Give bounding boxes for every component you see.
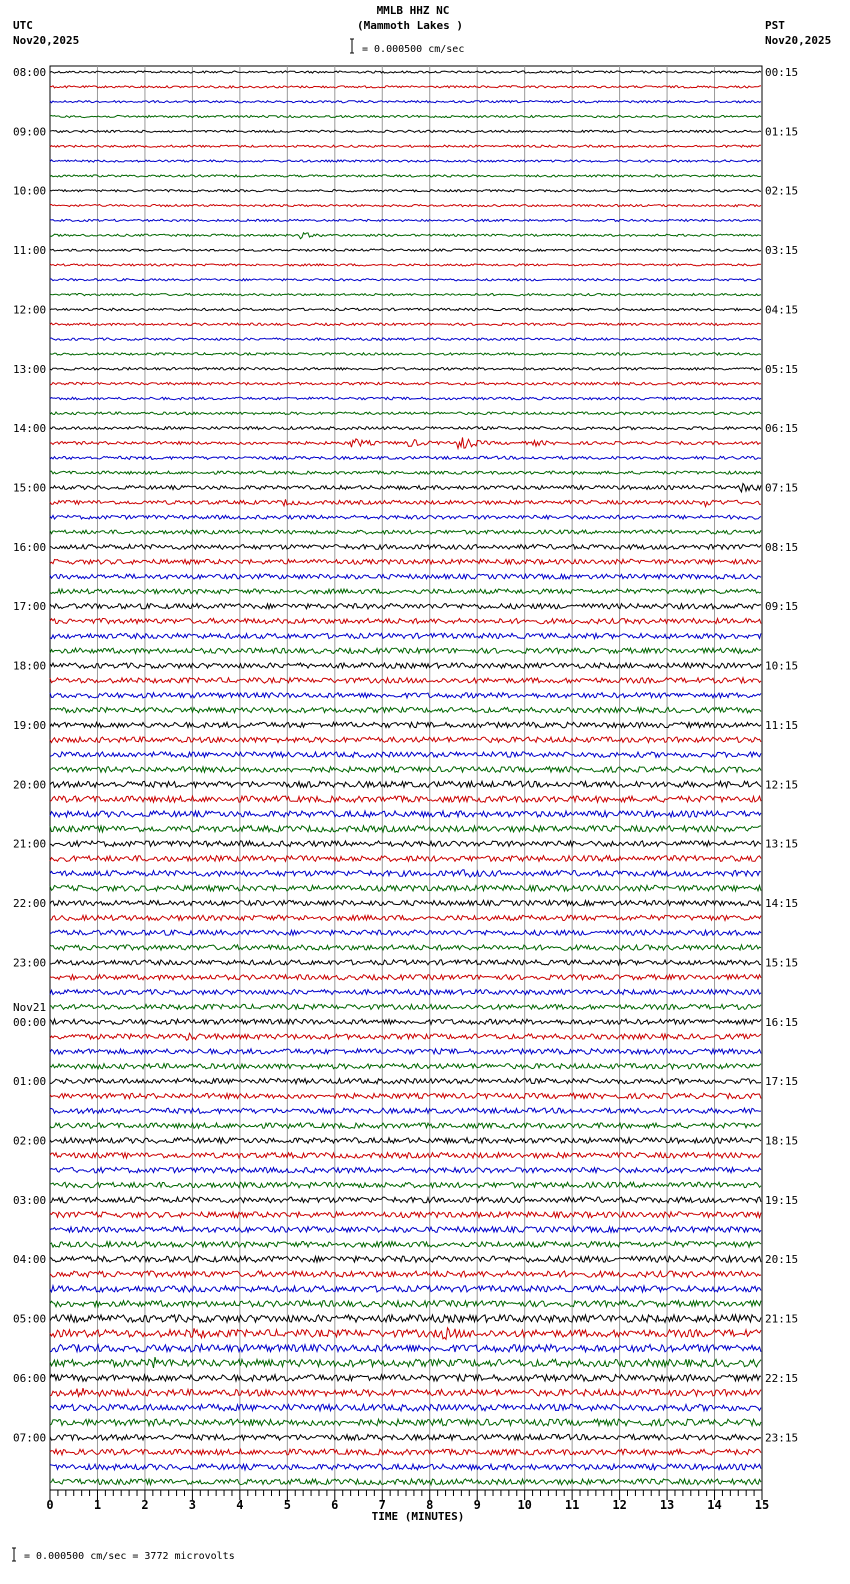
trace [50,1212,761,1218]
trace [50,870,761,877]
trace [50,233,761,239]
trace [50,484,761,492]
trace [50,1182,761,1187]
trace [50,781,761,787]
pst-hour-label: 09:15 [765,600,799,614]
trace [50,915,761,920]
trace [50,796,761,802]
trace [50,1079,761,1084]
date-change-label: Nov21 [13,1000,47,1014]
trace [50,619,761,624]
trace [50,990,761,995]
trace [50,1004,761,1009]
trace [50,1328,761,1340]
location-title: (Mammoth Lakes ) [357,19,463,32]
pst-hour-label: 19:15 [765,1193,799,1207]
trace [50,499,761,506]
trace [50,115,761,117]
trace [50,205,761,207]
scale-bar-icon [350,39,354,53]
pst-hour-label: 22:15 [765,1371,799,1385]
trace [50,678,761,683]
trace [50,456,761,459]
right-timezone: PST [765,19,785,32]
x-tick-label: 2 [141,1498,149,1512]
x-tick-label: 14 [707,1498,722,1512]
x-tick-label: 11 [564,1498,580,1512]
trace [50,219,761,221]
trace [50,438,761,449]
trace [50,175,761,177]
utc-hour-label: 04:00 [13,1253,47,1267]
trace [50,279,761,281]
trace [50,589,761,594]
trace [50,382,761,385]
trace [50,471,761,474]
trace [50,752,761,758]
x-tick-label: 8 [426,1498,434,1512]
utc-hour-label: 15:00 [13,481,47,495]
x-tick-label: 1 [93,1498,102,1512]
trace [50,900,761,905]
pst-hour-label: 14:15 [765,897,799,911]
utc-hour-label: 17:00 [13,600,47,614]
trace [50,1242,761,1248]
trace [50,145,761,147]
trace [50,353,761,355]
trace [50,249,761,251]
x-tick-label: 5 [283,1498,291,1512]
trace [50,338,761,340]
utc-hour-label: 08:00 [13,66,47,79]
trace [50,545,761,550]
trace [50,559,761,564]
trace [50,101,761,103]
trace [50,294,761,296]
trace [50,1464,761,1470]
pst-hour-label: 12:15 [765,778,799,792]
trace [50,515,761,519]
trace [50,130,761,132]
pst-hour-label: 03:15 [765,244,799,258]
pst-hour-label: 08:15 [765,540,799,554]
trace [50,412,761,415]
pst-hour-label: 10:15 [765,659,799,673]
x-tick-label: 4 [236,1498,244,1512]
trace [50,1286,761,1292]
trace [50,1153,761,1159]
utc-hour-label: 21:00 [13,837,47,851]
utc-hour-label: 01:00 [13,1075,47,1089]
trace [50,1388,761,1396]
x-tick-label: 15 [754,1498,770,1512]
trace [50,1345,761,1353]
footer-scale-label: = 0.000500 cm/sec = 3772 microvolts [24,1551,235,1562]
trace [50,1449,761,1455]
trace [50,323,761,325]
utc-hour-label: 02:00 [13,1134,47,1148]
trace [50,811,761,817]
utc-hour-label: 09:00 [13,125,47,139]
trace [50,1271,761,1277]
trace [50,1404,761,1411]
trace [50,1227,761,1233]
trace [50,856,761,862]
x-tick-label: 12 [612,1498,627,1512]
trace [50,1108,761,1113]
trace [50,648,761,653]
utc-hour-label: 18:00 [13,659,47,673]
trace [50,1256,761,1262]
trace [50,1315,761,1323]
utc-hour-label: 16:00 [13,540,47,554]
station-title: MMLB HHZ NC [376,4,450,17]
x-tick-label: 0 [46,1498,54,1512]
trace [50,1479,761,1485]
pst-hour-label: 00:15 [765,66,799,79]
x-tick-label: 3 [188,1498,197,1512]
left-timezone: UTC [13,19,33,32]
utc-hour-label: 00:00 [13,1015,47,1029]
trace [50,885,761,891]
right-date: Nov20,2025 [765,34,832,47]
trace [50,633,761,638]
trace [50,1049,761,1054]
traces [50,71,761,1485]
pst-hour-label: 01:15 [765,125,799,139]
trace [50,708,761,713]
x-tick-label: 13 [659,1498,675,1512]
x-axis [46,1490,769,1512]
utc-hour-label: 22:00 [13,897,47,911]
trace [50,397,761,400]
trace [50,160,761,162]
trace [50,1064,761,1069]
x-axis-label: TIME (MINUTES) [371,1510,465,1523]
pst-hour-label: 13:15 [765,837,799,851]
trace [50,767,761,773]
trace [50,663,761,668]
left-date: Nov20,2025 [13,34,80,47]
pst-hour-label: 20:15 [765,1253,799,1267]
trace [50,722,761,728]
pst-hour-label: 16:15 [765,1015,799,1029]
pst-hour-label: 15:15 [765,956,799,970]
trace [50,308,761,310]
utc-hour-label: 20:00 [13,778,47,792]
x-tick-label: 7 [378,1498,386,1512]
pst-hour-label: 21:15 [765,1312,799,1326]
trace [50,826,761,832]
scale-label: = 0.000500 cm/sec [362,44,465,55]
trace [50,1093,761,1098]
trace [50,930,761,935]
utc-hour-label: 10:00 [13,184,47,198]
trace [50,1419,761,1426]
pst-hour-label: 17:15 [765,1075,799,1089]
trace [50,1197,761,1203]
utc-hour-label: 11:00 [13,244,47,258]
trace [50,530,761,534]
pst-hour-label: 04:15 [765,303,799,317]
trace [50,1019,761,1024]
pst-hour-label: 05:15 [765,362,799,376]
trace [50,574,761,579]
trace [50,1434,761,1440]
x-tick-label: 10 [517,1498,532,1512]
trace [50,86,761,88]
trace [50,264,761,266]
utc-hour-label: 06:00 [13,1371,47,1385]
utc-hour-label: 12:00 [13,303,47,317]
trace [50,841,761,847]
trace [50,693,761,698]
trace [50,975,761,980]
pst-hour-label: 18:15 [765,1134,799,1148]
utc-hour-label: 23:00 [13,956,47,970]
trace [50,427,761,430]
x-tick-label: 6 [331,1498,339,1512]
trace [50,1357,761,1368]
trace [50,737,761,742]
utc-hour-label: 19:00 [13,718,47,732]
x-tick-label: 9 [473,1498,481,1512]
utc-hour-label: 13:00 [13,362,47,376]
utc-hour-label: 14:00 [13,422,47,436]
trace [50,190,761,192]
trace [50,1138,761,1143]
utc-hour-label: 03:00 [13,1193,47,1207]
utc-hour-label: 07:00 [13,1431,47,1445]
pst-hour-label: 11:15 [765,718,799,732]
pst-hour-label: 06:15 [765,422,799,436]
trace [50,1167,761,1173]
trace [50,1375,761,1382]
trace [50,945,761,950]
footer-scale-bar-icon [12,1548,16,1561]
trace [50,1033,761,1040]
trace [50,368,761,371]
pst-hour-label: 07:15 [765,481,799,495]
pst-hour-label: 23:15 [765,1431,799,1445]
trace [50,960,761,965]
trace [50,1123,761,1128]
trace [50,1301,761,1307]
trace [50,604,761,609]
trace [50,71,761,73]
pst-hour-label: 02:15 [765,184,799,198]
utc-hour-label: 05:00 [13,1312,47,1326]
